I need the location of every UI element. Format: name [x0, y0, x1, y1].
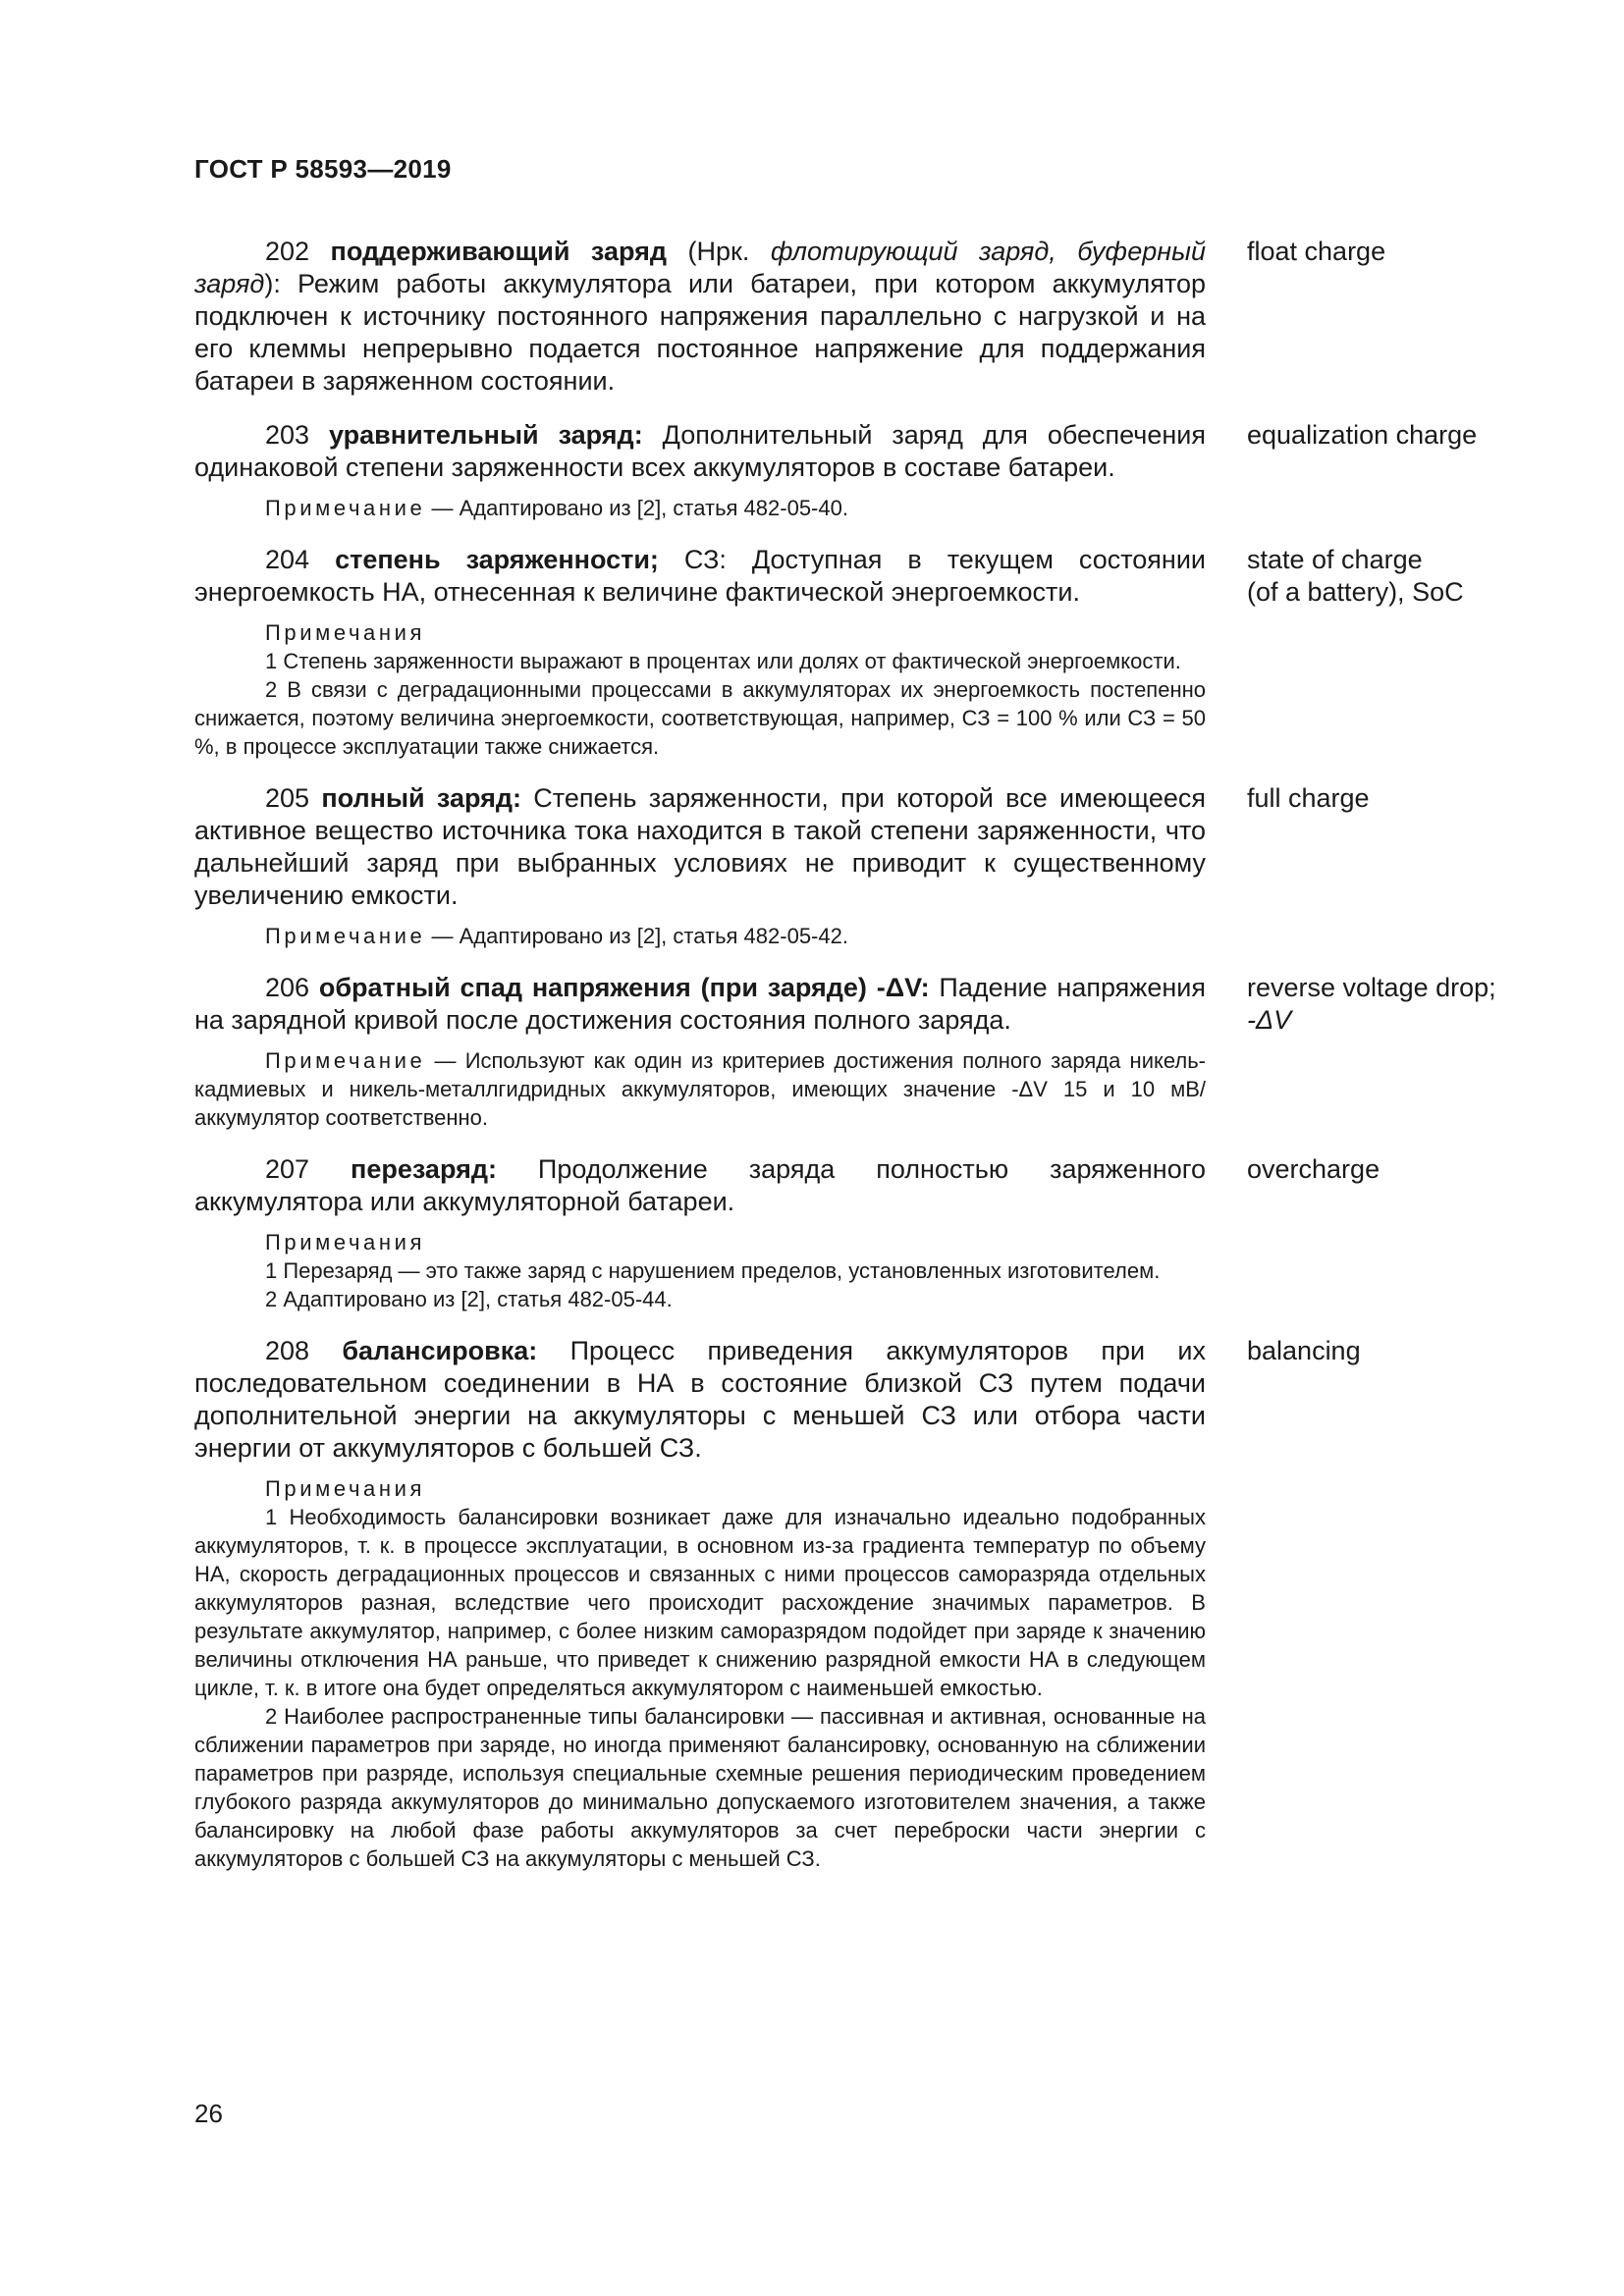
note-item: 2 Адаптировано из [2], статья 482-05-44. [265, 1287, 673, 1311]
term-number: 208 [265, 1336, 310, 1365]
term-definition-208 [194, 1335, 1206, 1465]
note-label: Примечание [265, 496, 426, 520]
term-main-208 [194, 1335, 1206, 1873]
term-title: степень заряженности; [335, 545, 659, 574]
term-definition-text: Режим работы аккумулятора или батареи, при котором аккумулятор подключен к источнику постоянного напряжения параллельно с нагрузкой и на его клеммы непрерывно подается постоянное напряжение для поддержания батареи в заряженном состоянии. [194, 269, 1206, 396]
notes-heading: Примечания [265, 1230, 426, 1255]
note-text: — Используют как один из критериев достижения полного заряда никель-кадмиевых и никель-металлгидридных аккумуляторов, имеющих значение -ΔV 15 и 10 мВ/аккумулятор соответственно. [194, 1048, 1206, 1130]
term-definition-203 [194, 419, 1206, 484]
term-number: 202 [265, 237, 310, 266]
term-entry-207 [194, 1153, 1510, 1313]
standard-code-header: ГОСТ Р 58593—2019 [194, 154, 452, 184]
term-definition-text: Процесс приведения аккумуляторов при их последовательном соединении в НА в состояние близкой СЗ путем подачи дополнительной энергии на аккумуляторы с меньшей СЗ или отбора части энергии от аккумуляторов с большей СЗ. [194, 1336, 1206, 1463]
term-entry-203 [194, 419, 1510, 522]
page-number: 26 [194, 2099, 223, 2128]
term-entry-208 [194, 1335, 1510, 1873]
term-definition-206 [194, 972, 1206, 1037]
note-block-203 [194, 494, 1206, 522]
term-title: обратный спад напряжения (при заряде) -ΔV: [318, 973, 930, 1002]
note [194, 922, 1206, 950]
term-main-202 [194, 236, 1206, 398]
term-main-204 [194, 544, 1206, 761]
english-equivalent-203: equalization charge [1247, 420, 1478, 450]
term-number: 207 [265, 1154, 310, 1184]
term-title: уравнительный заряд: [329, 420, 643, 450]
note-item: 1 Степень заряженности выражают в процентах или долях от фактической энергоемкости. [265, 649, 1181, 673]
note [194, 1046, 1206, 1132]
term-definition-202 [194, 236, 1206, 398]
notes-block-204 [194, 618, 1206, 761]
term-alt-terms: флотирующий заряд, буферный заряд [194, 237, 1206, 298]
note-label: Примечание [265, 924, 426, 948]
term-definition-205 [194, 782, 1206, 912]
note-item: 2 В связи с деградационными процессами в аккумуляторах их энергоемкость постепенно снижается, поэтому величина энергоемкости, соответствующая, например, СЗ = 100 % или СЗ = 50 %, в процессе эксплуатации также снижается. [194, 677, 1206, 759]
term-definition-text: Падение напряжения на зарядной кривой после достижения состояния полного заряда. [194, 973, 1206, 1035]
note-block-206 [194, 1046, 1206, 1132]
note-item: 1 Перезаряд — это также заряд с нарушением пределов, установленных изготовителем. [265, 1258, 1161, 1283]
term-main-207 [194, 1153, 1206, 1313]
term-entry-206 [194, 972, 1510, 1132]
term-main-203 [194, 419, 1206, 522]
note-text: — Адаптировано из [2], статья 482-05-42. [425, 924, 848, 948]
term-entry-205 [194, 782, 1510, 950]
term-definition-207 [194, 1153, 1206, 1218]
note [194, 494, 1206, 522]
note-text: — Адаптировано из [2], статья 482-05-40. [425, 496, 848, 520]
english-equivalent-204 [1247, 544, 1510, 609]
term-alt-suffix: ): [264, 269, 298, 298]
term-definition-204 [194, 544, 1206, 609]
term-entry-204 [194, 544, 1510, 761]
term-main-206 [194, 972, 1206, 1132]
notes-heading: Примечания [265, 1476, 426, 1501]
term-entry-202 [194, 236, 1510, 398]
term-number: 205 [265, 783, 310, 813]
notes-block-207 [194, 1228, 1206, 1313]
english-equivalent-206 [1247, 972, 1510, 1037]
term-number: 204 [265, 545, 310, 574]
english-line: -ΔV [1247, 1005, 1292, 1035]
terms-list [194, 236, 1510, 1873]
english-line: (of a battery), SoC [1247, 577, 1464, 607]
term-title: балансировка: [342, 1336, 538, 1365]
term-title: перезаряд: [351, 1154, 497, 1184]
note-block-205 [194, 922, 1206, 950]
term-definition-text: Степень заряженности, при которой все имеющееся активное вещество источника тока находится в такой степени заряженности, что дальнейший заряд при выбранных условиях не приводит к существенному увеличению емкости. [194, 783, 1206, 910]
english-equivalent-207: overcharge [1247, 1154, 1380, 1184]
term-main-205 [194, 782, 1206, 950]
english-equivalent-205: full charge [1247, 783, 1370, 813]
term-definition-text: Продолжение заряда полностью заряженного аккумулятора или аккумуляторной батареи. [194, 1154, 1206, 1216]
term-definition-text: Дополнительный заряд для обеспечения одинаковой степени заряженности всех аккумуляторов в составе батареи. [194, 420, 1206, 482]
english-equivalent-208: balancing [1247, 1336, 1361, 1365]
english-line: state of charge [1247, 545, 1423, 574]
english-line: reverse voltage drop; [1247, 973, 1496, 1002]
term-definition-text: СЗ: Доступная в текущем состоянии энергоемкость НА, отнесенная к величине фактической энергоемкости. [194, 545, 1206, 607]
note-item: 2 Наиболее распространенные типы балансировки — пассивная и активная, основанные на сближении параметров при заряде, но иногда применяют балансировку, основанную на сближении параметров при разряде, используя специальные схемные решения периодическим проведением глубокого разряда аккумуляторов до минимально допускаемого изготовителем значения, а также балансировку на любой фазе работы аккумуляторов за счет переброски части энергии с аккумуляторов с большей СЗ на аккумуляторы с меньшей СЗ. [194, 1704, 1206, 1871]
term-number: 203 [265, 420, 310, 450]
note-item: 1 Необходимость балансировки возникает даже для изначально идеально подобранных аккумуляторов, т. к. в процессе эксплуатации, в основном из-за градиента температур по объему НА, скорость деградационных процессов и связанных с ними процессов саморазряда отдельных аккумуляторов разная, вследствие чего происходит расхождение значимых параметров. В результате аккумулятор, например, с более низким саморазрядом подойдет при заряде к значению величины отключения НА раньше, что приведет к снижению разрядной емкости НА в следующем цикле, т. к. в итоге она будет определяться аккумулятором с наименьшей емкостью. [194, 1505, 1206, 1700]
term-title: полный заряд: [321, 783, 521, 813]
notes-heading: Примечания [265, 620, 426, 645]
note-label: Примечание [265, 1048, 426, 1073]
notes-block-208 [194, 1474, 1206, 1873]
english-equivalent-202: float charge [1247, 237, 1386, 266]
term-title: поддерживающий заряд [330, 237, 668, 266]
term-alt-prefix: (Нрк. [667, 237, 771, 266]
term-number: 206 [265, 973, 310, 1002]
